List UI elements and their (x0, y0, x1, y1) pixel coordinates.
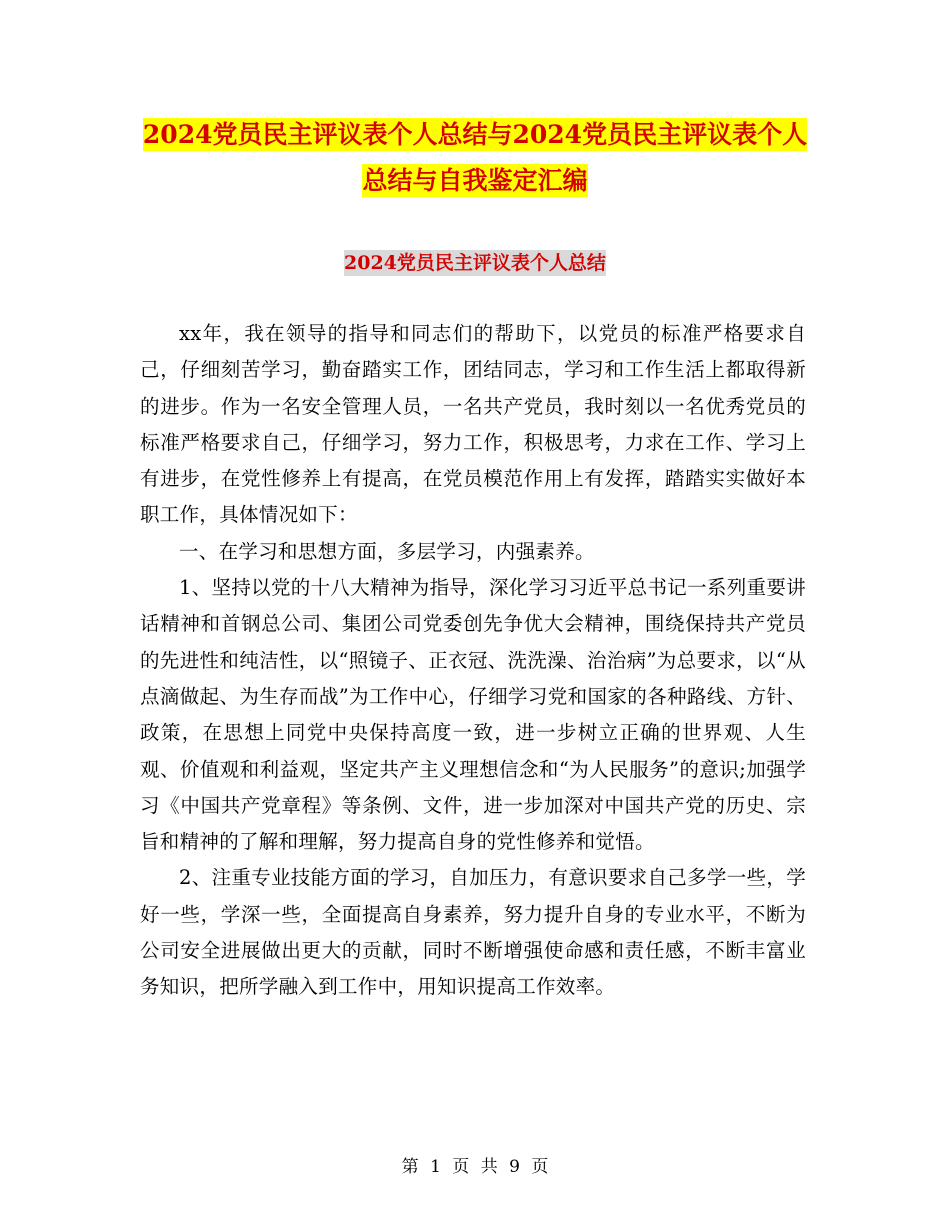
section-title-text: 2024党员民主评议表个人总结 (344, 252, 606, 274)
document-title (140, 112, 810, 204)
paragraph: 1、坚持以党的十八大精神为指导，深化学习习近平总书记一系列重要讲话精神和首钢总公司、集团公司党委创先争优大会精神，围绕保持共产党员的先进性和纯洁性，以“照镜子、正衣冠、洗洗澡、治治病”为总要求，以“从点滴做起、为生存而战”为工作中心，仔细学习党和国家的各种路线、方针、政策，在思想上同党中央保持高度一致，进一步树立正确的世界观、人生观、价值观和利益观，坚定共产主义理想信念和“为人民服务”的意识;加强学习《中国共产党章程》等条例、文件，进一步加深对中国共产党的历史、宗旨和精神的了解和理解，努力提高自身的党性修养和觉悟。 (140, 576, 806, 854)
document-body (140, 316, 806, 1006)
section-title (140, 248, 810, 278)
paragraph: 一、在学习和思想方面，多层学习，内强素养。 (179, 539, 595, 563)
document-title-text: 2024党员民主评议表个人总结与2024党员民主评议表个人总结与自我鉴定汇编 (142, 120, 808, 195)
paragraph: 2、注重专业技能方面的学习，自加压力，有意识要求自己多学一些，学好一些，学深一些，全面提高自身素养，努力提升自身的专业水平，不断为公司安全进展做出更大的贡献，同时不断增强使命感和责任感，不断丰富业务知识，把所学融入到工作中，用知识提高工作效率。 (140, 866, 806, 999)
page-footer: 第 1 页 共 9 页 (401, 1157, 549, 1177)
paragraph: xx年，我在领导的指导和同志们的帮助下，以党员的标准严格要求自己，仔细刻苦学习，勤奋踏实工作，团结同志，学习和工作生活上都取得新的进步。作为一名安全管理人员，一名共产党员，我时刻以一名优秀党员的标准严格要求自己，仔细学习，努力工作，积极思考，力求在工作、学习上有进步，在党性修养上有提高，在党员模范作用上有发挥，踏踏实实做好本职工作，具体情况如下： (140, 322, 806, 527)
